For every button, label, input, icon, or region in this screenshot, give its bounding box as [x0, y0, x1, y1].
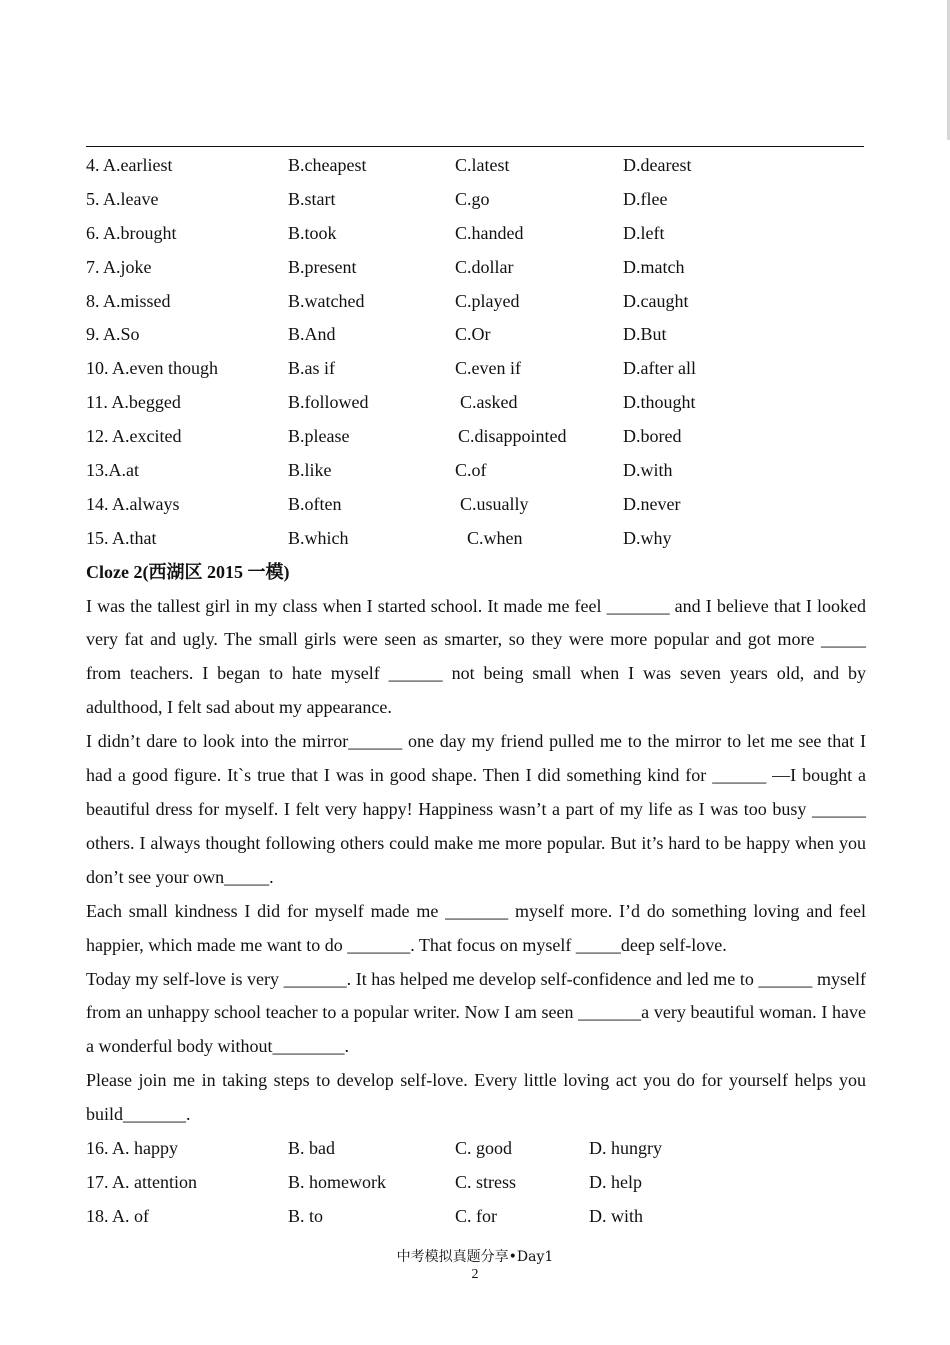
- option-row: [86, 285, 866, 319]
- option-a: 12. A.excited: [86, 426, 182, 447]
- option-b: B.like: [288, 460, 332, 481]
- option-c: C.asked: [460, 392, 518, 413]
- option-b: B.And: [288, 324, 336, 345]
- option-a: 14. A.always: [86, 493, 180, 514]
- option-row: [86, 318, 866, 352]
- option-row: [86, 522, 866, 556]
- option-d: D. hungry: [589, 1138, 662, 1159]
- header-rule: [86, 146, 864, 147]
- option-c: C.handed: [455, 222, 524, 243]
- option-row: [86, 1166, 866, 1200]
- option-b: B. bad: [288, 1138, 335, 1159]
- option-c: C.latest: [455, 155, 510, 175]
- option-a: 5. A.leave: [86, 188, 159, 209]
- option-row: [86, 420, 866, 454]
- option-d: D.dearest: [623, 155, 692, 175]
- option-b: B.cheapest: [288, 155, 367, 175]
- option-d: D.after all: [623, 358, 696, 379]
- option-c: C. for: [455, 1205, 497, 1226]
- option-c: C.usually: [460, 493, 529, 514]
- option-d: D.with: [623, 460, 673, 481]
- option-a: 8. A.missed: [86, 290, 171, 311]
- option-b: B.as if: [288, 358, 335, 379]
- option-c: C. stress: [455, 1171, 517, 1192]
- option-row: [86, 1200, 866, 1234]
- option-a: 10. A.even though: [86, 358, 218, 379]
- cloze2-paragraph-5: Please join me in taking steps to develop self-love. Every little loving act you do for yourself helps you build_______.: [86, 1070, 866, 1125]
- option-d: D.flee: [623, 188, 668, 209]
- option-c: C.even if: [455, 358, 521, 379]
- option-row: [86, 1132, 866, 1166]
- option-d: D.bored: [623, 426, 682, 447]
- option-a: 18. A. of: [86, 1205, 149, 1226]
- option-d: D.match: [623, 256, 685, 277]
- page-content: [86, 149, 866, 1234]
- footer-title: 中考模拟真题分享•Day1: [396, 1249, 554, 1265]
- option-row: [86, 352, 866, 386]
- option-row: [86, 251, 866, 285]
- page-number: 2: [471, 1267, 479, 1282]
- option-c: C.disappointed: [458, 426, 567, 447]
- option-a: 6. A.brought: [86, 222, 177, 243]
- option-d: D.never: [623, 493, 681, 514]
- option-b: B.present: [288, 256, 357, 277]
- option-d: D.But: [623, 324, 667, 345]
- option-c: C. good: [455, 1138, 513, 1159]
- option-a: 9. A.So: [86, 324, 140, 345]
- option-c: C.when: [467, 527, 523, 548]
- option-b: B.took: [288, 222, 337, 243]
- cloze2-paragraph-4: Today my self-love is very _______. It has helped me develop self-confidence and led me to ______ myself from an unhappy school teacher to a popular writer. Now I am seen _______a very beautiful woman. I have a wonderful body without________.: [86, 968, 866, 1057]
- option-b: B.please: [288, 426, 350, 447]
- option-c: C.played: [455, 290, 520, 311]
- option-b: B.often: [288, 493, 342, 514]
- cloze2-paragraph-1: I was the tallest girl in my class when I started school. It made me feel _______ and I believe that I looked very fat and ugly. The small girls were seen as smarter, so they were more popular and got more _____ from teachers. I began to hate myself ______ not being small when I was seven years old, and by adulthood, I felt sad about my appearance.: [86, 595, 866, 718]
- option-a: 4. A.earliest: [86, 155, 173, 175]
- option-row: [86, 386, 866, 420]
- option-d: D. with: [589, 1205, 643, 1226]
- option-b: B. homework: [288, 1171, 386, 1192]
- option-b: B.watched: [288, 290, 365, 311]
- option-a: 13.A.at: [86, 460, 139, 481]
- option-a: 7. A.joke: [86, 256, 152, 277]
- option-d: D.left: [623, 222, 665, 243]
- option-row: [86, 149, 866, 183]
- cloze2-paragraph-2: I didn’t dare to look into the mirror______ one day my friend pulled me to the mirror to let me see that I had a good figure. It`s true that I was in good shape. Then I did something kind for ______ —I bought a beautiful dress for myself. I felt very happy! Happiness wasn’t a part of my life as I was too busy ______ others. I always thought following others could make me more popular. But it’s hard to be happy when you don’t see your own_____.: [86, 731, 866, 887]
- option-c: C.of: [455, 460, 487, 481]
- cloze2-paragraph-3: Each small kindness I did for myself made me _______ myself more. I’d do something loving and feel happier, which made me want to do _______. That focus on myself _____deep self-love.: [86, 900, 866, 955]
- option-row: [86, 488, 866, 522]
- option-row: [86, 183, 866, 217]
- option-d: D.why: [623, 527, 672, 548]
- answer-options-4-15: [86, 149, 866, 556]
- option-c: C.go: [455, 188, 490, 209]
- option-c: C.dollar: [455, 256, 514, 277]
- option-a: 16. A. happy: [86, 1138, 178, 1159]
- answer-options-16-18: [86, 1132, 866, 1234]
- option-a: 15. A.that: [86, 527, 157, 548]
- option-c: C.Or: [455, 324, 491, 345]
- option-b: B. to: [288, 1205, 324, 1226]
- option-b: B.followed: [288, 392, 369, 413]
- option-a: 11. A.begged: [86, 392, 181, 413]
- option-d: D.thought: [623, 392, 696, 413]
- option-d: D. help: [589, 1171, 642, 1192]
- option-b: B.which: [288, 527, 349, 548]
- option-a: 17. A. attention: [86, 1171, 197, 1192]
- cloze2-heading: Cloze 2(西湖区 2015 一模): [86, 561, 290, 582]
- option-row: [86, 454, 866, 488]
- option-b: B.start: [288, 188, 336, 209]
- option-d: D.caught: [623, 290, 689, 311]
- option-row: [86, 217, 866, 251]
